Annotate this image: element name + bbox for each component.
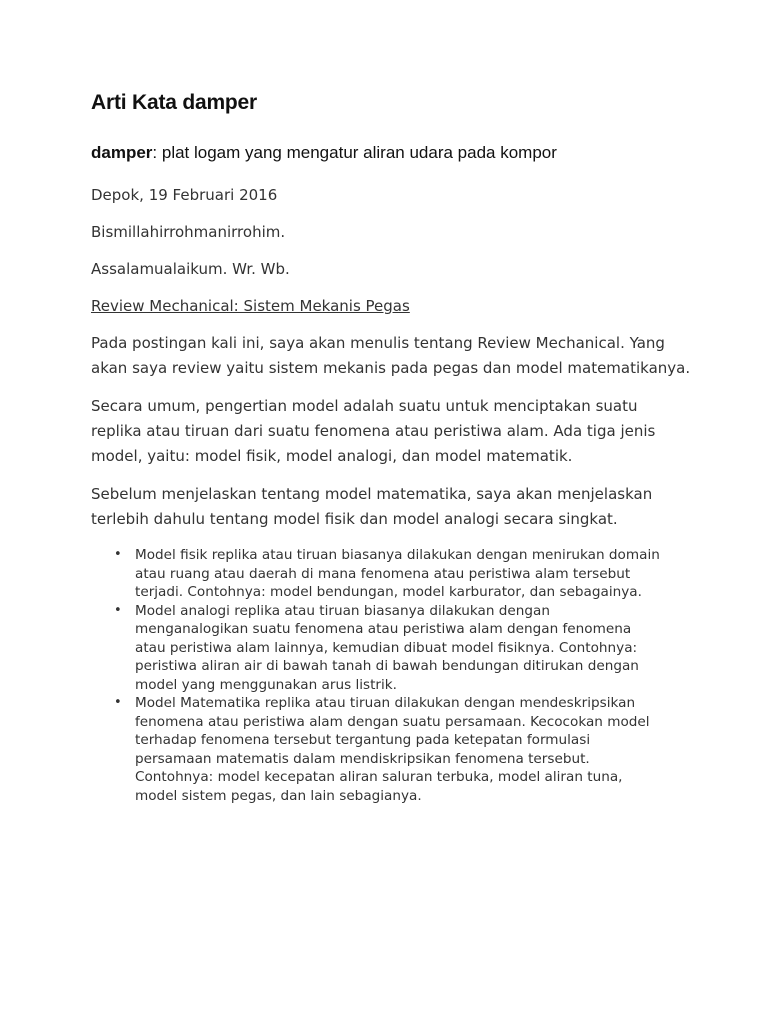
- paragraph-model-definition: Secara umum, pengertian model adalah suatu untuk menciptakan suatu replika atau tiruan dari suatu fenomena atau peristiwa alam. Ada tiga jenis model, yaitu: model fisik, model analogi, dan model matematik.: [91, 397, 656, 465]
- paragraph-before-explaining: Sebelum menjelaskan tentang model matematika, saya akan menjelaskan terlebih dahulu tentang model fisik dan model analogi secara singkat.: [91, 485, 653, 528]
- definition-line: [91, 140, 691, 166]
- bullet-icon: •: [114, 547, 122, 562]
- model-types-list: [91, 546, 661, 805]
- bullet-icon: •: [114, 695, 122, 710]
- list-item-text: Model Matematika replika atau tiruan dilakukan dengan mendeskripsikan fenomena atau peristiwa alam dengan suatu persamaan. Kecocokan model terhadap fenomena tersebut tergantung pada ketepatan formulasi persamaan matematis dalam mendiskripsikan fenomena tersebut. Contohnya: model kecepatan aliran saluran terbuka, model aliran tuna, model sistem pegas, dan lain sebagianya.: [135, 695, 650, 804]
- greeting-salam: Assalamualaikum. Wr. Wb.: [91, 260, 290, 278]
- bullet-icon: •: [114, 602, 122, 618]
- greeting-bismillah: Bismillahirrohmanirrohim.: [91, 223, 286, 241]
- definition-term: damper: [91, 143, 153, 162]
- list-item-model-analogi: [91, 602, 661, 695]
- list-item-model-matematika: [91, 694, 661, 805]
- list-item-model-fisik: [91, 546, 661, 602]
- list-item-text: Model analogi replika atau tiruan biasanya dilakukan dengan menganalogikan suatu fenomena atau peristiwa alam dengan fenomena atau peristiwa alam lainnya, kemudian dibuat model fisiknya. Contohnya: peristiwa aliran air di bawah tanah di bawah bendungan ditirukan dengan model yang menggunakan arus listrik.: [135, 602, 639, 693]
- place-date: Depok, 19 Februari 2016: [91, 186, 278, 204]
- review-mechanical-link[interactable]: Review Mechanical: Sistem Mekanis Pegas: [91, 297, 410, 315]
- document-page: [91, 88, 691, 805]
- page-title: Arti Kata damper: [91, 91, 258, 114]
- paragraph-intro: Pada postingan kali ini, saya akan menulis tentang Review Mechanical. Yang akan saya review yaitu sistem mekanis pada pegas dan model matematikanya.: [91, 334, 691, 377]
- definition-text: : plat logam yang mengatur aliran udara pada kompor: [152, 143, 557, 162]
- list-item-text: Model fisik replika atau tiruan biasanya dilakukan dengan menirukan domain atau ruang atau daerah di mana fenomena atau peristiwa alam tersebut terjadi. Contohnya: model bendungan, model karburator, dan sebagainya.: [135, 547, 660, 600]
